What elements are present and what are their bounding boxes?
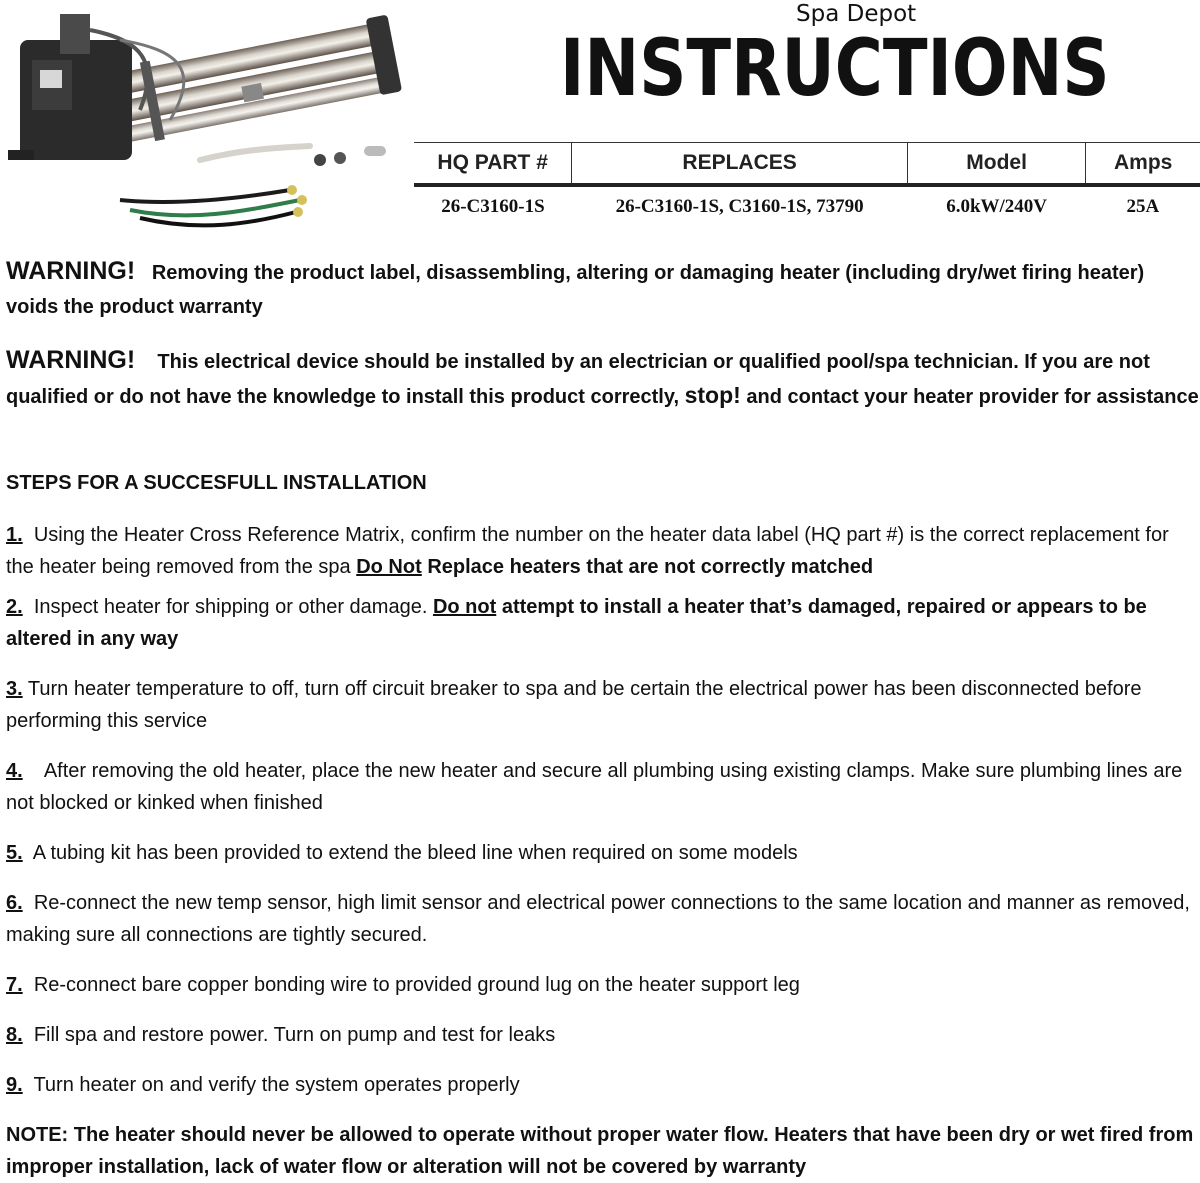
step-item-7	[6, 969, 1200, 1001]
cell-hq-part: 26-C3160-1S	[441, 196, 545, 217]
step-text: Re-connect the new temp sensor, high limit sensor and electrical power connections to the same location and manner as removed, making sure all connections are tightly secured.	[6, 892, 1190, 946]
step-text: A tubing kit has been provided to extend the bleed line when required on some models	[32, 842, 798, 864]
warning-label: WARNING!	[6, 346, 136, 374]
column-header-model: Model	[907, 143, 1085, 186]
cell-replaces: 26-C3160-1S, C3160-1S, 73790	[615, 196, 864, 217]
step-text: Re-connect bare copper bonding wire to provided ground lug on the heater support leg	[33, 974, 800, 996]
step-item-4	[6, 755, 1200, 819]
heater-product-image	[0, 0, 412, 238]
step-item-5	[6, 837, 1200, 869]
step-number: 3.	[6, 678, 23, 700]
column-header-replaces: REPLACES	[572, 143, 908, 186]
step-emphasis: Replace heaters that are not correctly matched	[427, 556, 874, 578]
table-header-row	[414, 143, 1200, 186]
step-text: Fill spa and restore power. Turn on pump and test for leaks	[33, 1024, 556, 1046]
step-number: 2.	[6, 596, 23, 618]
warning-text: This electrical device should be installed by an electrician or qualified pool/spa technician. If you are not qualified or do not have the knowledge to install this product correctly,	[6, 351, 1150, 408]
step-number: 7.	[6, 974, 23, 996]
step-item-3	[6, 673, 1200, 737]
step-text: Using the Heater Cross Reference Matrix, confirm the number on the heater data label (HQ part #) is the correct replacement for the heater being removed from the spa	[6, 524, 1169, 578]
step-emphasis-underlined: Do not	[432, 596, 497, 618]
step-item-8	[6, 1019, 1200, 1051]
step-text: After removing the old heater, place the new heater and secure all plumbing using existing clamps. Make sure plumbing lines are not blocked or kinked when finished	[6, 760, 1183, 814]
step-item-6	[6, 887, 1200, 951]
warning-stop: stop!	[684, 382, 741, 408]
step-number: 4.	[6, 760, 23, 782]
warning-label: WARNING!	[6, 257, 136, 285]
step-emphasis-underlined: Do Not	[356, 556, 422, 578]
page-title: INSTRUCTIONS	[560, 24, 1110, 114]
warning-text: Removing the product label, disassembling, altering or damaging heater (including dry/wet firing heater) voids the product warranty	[6, 262, 1145, 318]
note-paragraph: NOTE: The heater should never be allowed to operate without proper water flow. Heaters that have been dry or wet fired from improper installation, lack of water flow or alteration will not be covered by warranty	[6, 1124, 1194, 1178]
step-text: Turn heater on and verify the system operates properly	[33, 1074, 520, 1096]
step-number: 5.	[6, 842, 23, 864]
cell-model: 6.0kW/240V	[946, 196, 1048, 217]
step-text: Inspect heater for shipping or other damage.	[33, 596, 428, 618]
step-emphasis: attempt to install a heater that’s damaged, repaired or appears to be altered in any way	[6, 596, 1147, 650]
step-number: 1.	[6, 524, 23, 546]
step-number: 9.	[6, 1074, 23, 1096]
warning-paragraph-2	[6, 344, 1200, 414]
warning-paragraph-1	[6, 254, 1200, 324]
table-row	[414, 185, 1200, 227]
step-text: Turn heater temperature to off, turn off circuit breaker to spa and be certain the electrical power has been disconnected before performing this service	[6, 678, 1142, 732]
warning-text-after: and contact your heater provider for assistance	[746, 386, 1199, 408]
step-number: 6.	[6, 892, 23, 914]
column-header-amps: Amps	[1086, 143, 1200, 186]
step-item-1	[6, 519, 1200, 583]
brand-name: Spa Depot	[796, 1, 917, 27]
cell-amps: 25A	[1126, 196, 1160, 217]
steps-heading: STEPS FOR A SUCCESFULL INSTALLATION	[6, 472, 427, 494]
step-item-2	[6, 591, 1200, 655]
step-item-9	[6, 1069, 1200, 1101]
step-number: 8.	[6, 1024, 23, 1046]
part-reference-table	[414, 142, 1200, 227]
column-header-hq-part: HQ PART #	[414, 143, 572, 186]
